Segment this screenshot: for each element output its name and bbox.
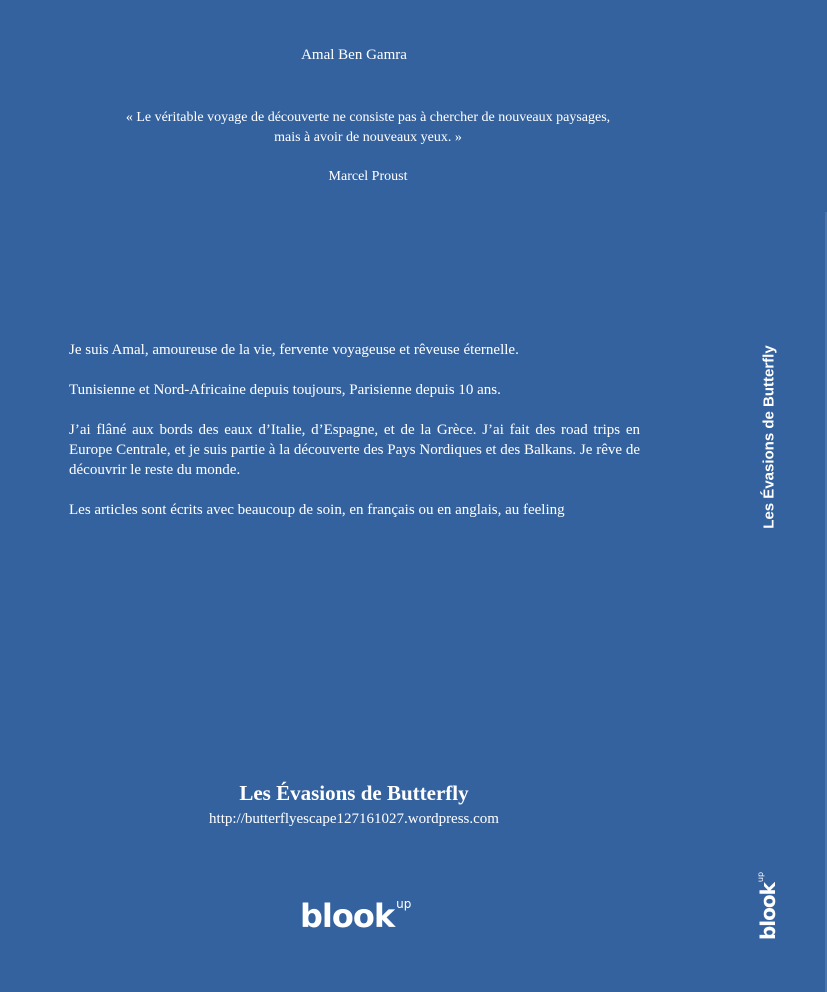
author-bio (69, 340, 640, 540)
bio-paragraph: Tunisienne et Nord-Africaine depuis toujours, Parisienne depuis 10 ans. (69, 382, 501, 398)
epigraph-line-2: mais à avoir de nouveaux yeux. » (274, 130, 462, 145)
epigraph-line-1: « Le véritable voyage de découverte ne consiste pas à chercher de nouveaux paysages, (125, 110, 611, 125)
book-title: Les Évasions de Butterfly (239, 781, 469, 805)
bio-paragraph: Je suis Amal, amoureuse de la vie, fervente voyageuse et rêveuse éternelle. (69, 342, 519, 358)
publisher-logo-sup: up (396, 897, 412, 911)
author-name: Amal Ben Gamra (301, 47, 407, 63)
book-url: http://butterflyescape127161027.wordpress.com (209, 811, 499, 827)
spine-logo-sup: up (756, 871, 765, 883)
bio-paragraph: Les articles sont écrits avec beaucoup de soin, en français ou en anglais, au feeling (69, 502, 565, 518)
publisher-logo (300, 897, 412, 935)
spine-logo (756, 872, 780, 940)
epigraph-quote (0, 108, 736, 148)
spine-title: Les Évasions de Butterfly (760, 345, 778, 529)
bio-paragraph: J’ai flâné aux bords des eaux d’Italie, d’Espagne, et de la Grèce. J’ai fait des road trips en Europe Centrale, et je suis partie à la découverte des Pays Nordiques et des Balkans. Je rêve de découvrir le reste du monde. (69, 422, 640, 478)
spine-logo-text: blook (756, 883, 780, 941)
epigraph-author: Marcel Proust (328, 169, 408, 184)
publisher-logo-text: blook (300, 897, 395, 935)
